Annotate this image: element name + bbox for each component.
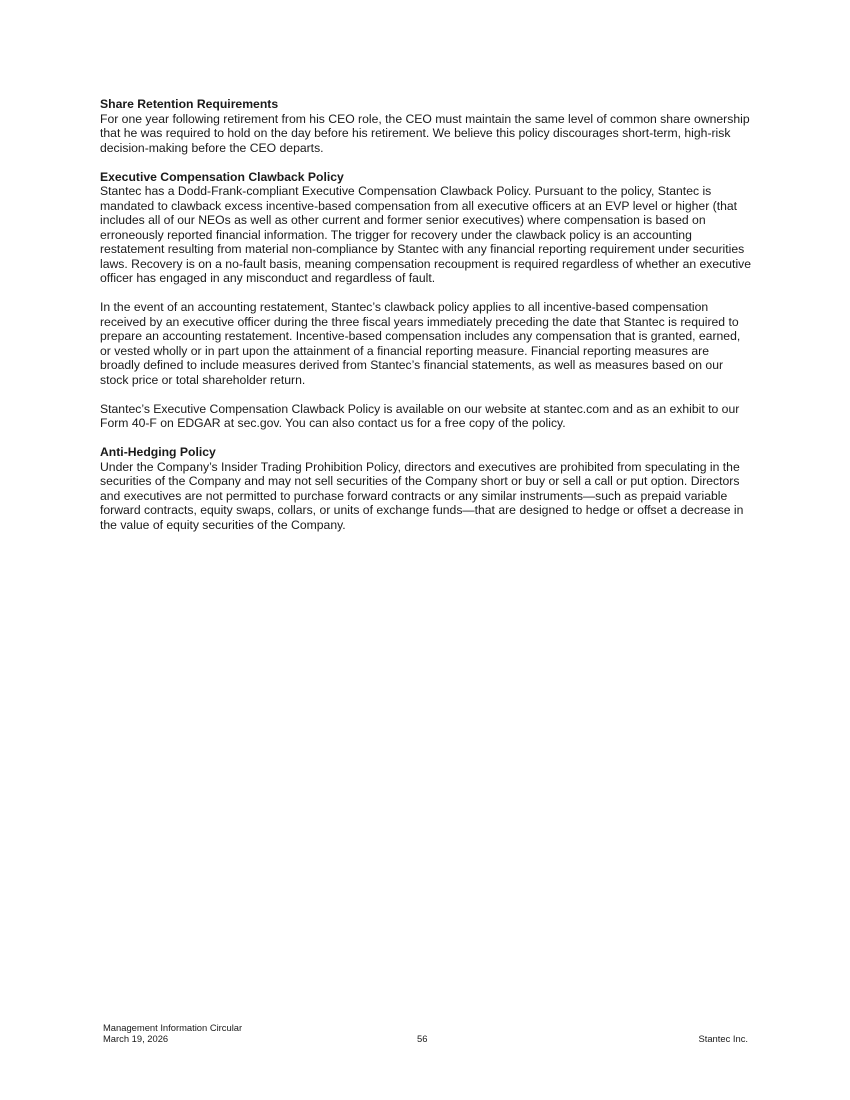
section-share-retention [100, 97, 752, 155]
paragraph: Under the Company’s Insider Trading Prohibition Policy, directors and executives are prohibited from speculating in the securities of the Company and may not sell securities of the Company short or buy or sell a call or put option. Directors and executives are not permitted to purchase forward contracts or any similar instruments—such as prepaid variable forward contracts, equity swaps, collars, or units of exchange funds—that are designed to hedge or offset a decrease in the value of equity securities of the Company. [100, 459, 744, 532]
paragraph: In the event of an accounting restatement, Stantec’s clawback policy applies to all incentive-based compensation received by an executive officer during the three fiscal years immediately preceding the date that Stantec is required to prepare an accounting restatement. Incentive-based compensation includes any compensation that is granted, earned, or vested wholly or in part upon the attainment of a financial reporting measure. Financial reporting measures are broadly defined to include measures derived from Stantec’s financial statements, as well as measures based on our stock price or total shareholder return. [100, 300, 741, 387]
paragraph: Stantec has a Dodd-Frank-compliant Executive Compensation Clawback Policy. Pursuant to the policy, Stantec is mandated to clawback excess incentive-based compensation from all executive officers at an EVP level or higher (that includes all of our NEOs as well as other current and former senior executives) where compensation is based on erroneously reported financial information. The trigger for recovery under the clawback policy is an accounting restatement resulting from material non-compliance by Stantec with any financial reporting requirement under securities laws. Recovery is on a no-fault basis, meaning compensation recoupment is required regardless of whether an executive officer has engaged in any misconduct and regardless of fault. [100, 184, 752, 285]
paragraph: Stantec’s Executive Compensation Clawback Policy is available on our website at stantec.com and as an exhibit to our Form 40-F on EDGAR at sec.gov. You can also contact us for a free copy of the policy. [100, 401, 740, 430]
section-clawback [100, 170, 752, 431]
footer-document-name: Management Information Circular [103, 1022, 243, 1033]
section-title: Anti-Hedging Policy [100, 445, 216, 459]
section-title: Share Retention Requirements [100, 97, 279, 111]
page-number: 56 [417, 1032, 428, 1044]
footer-document-info [103, 1023, 242, 1044]
footer-company: Stantec Inc. [698, 1032, 748, 1044]
section-title: Executive Compensation Clawback Policy [100, 169, 344, 184]
footer-date: March 19, 2026 [103, 1032, 169, 1044]
paragraph: For one year following retirement from his CEO role, the CEO must maintain the same level of common share ownership that he was required to hold on the day before his retirement. We believe this policy discourages short-term, high-risk decision-making before the CEO departs. [100, 111, 750, 155]
document-body [100, 97, 752, 547]
section-anti-hedging [100, 445, 752, 532]
